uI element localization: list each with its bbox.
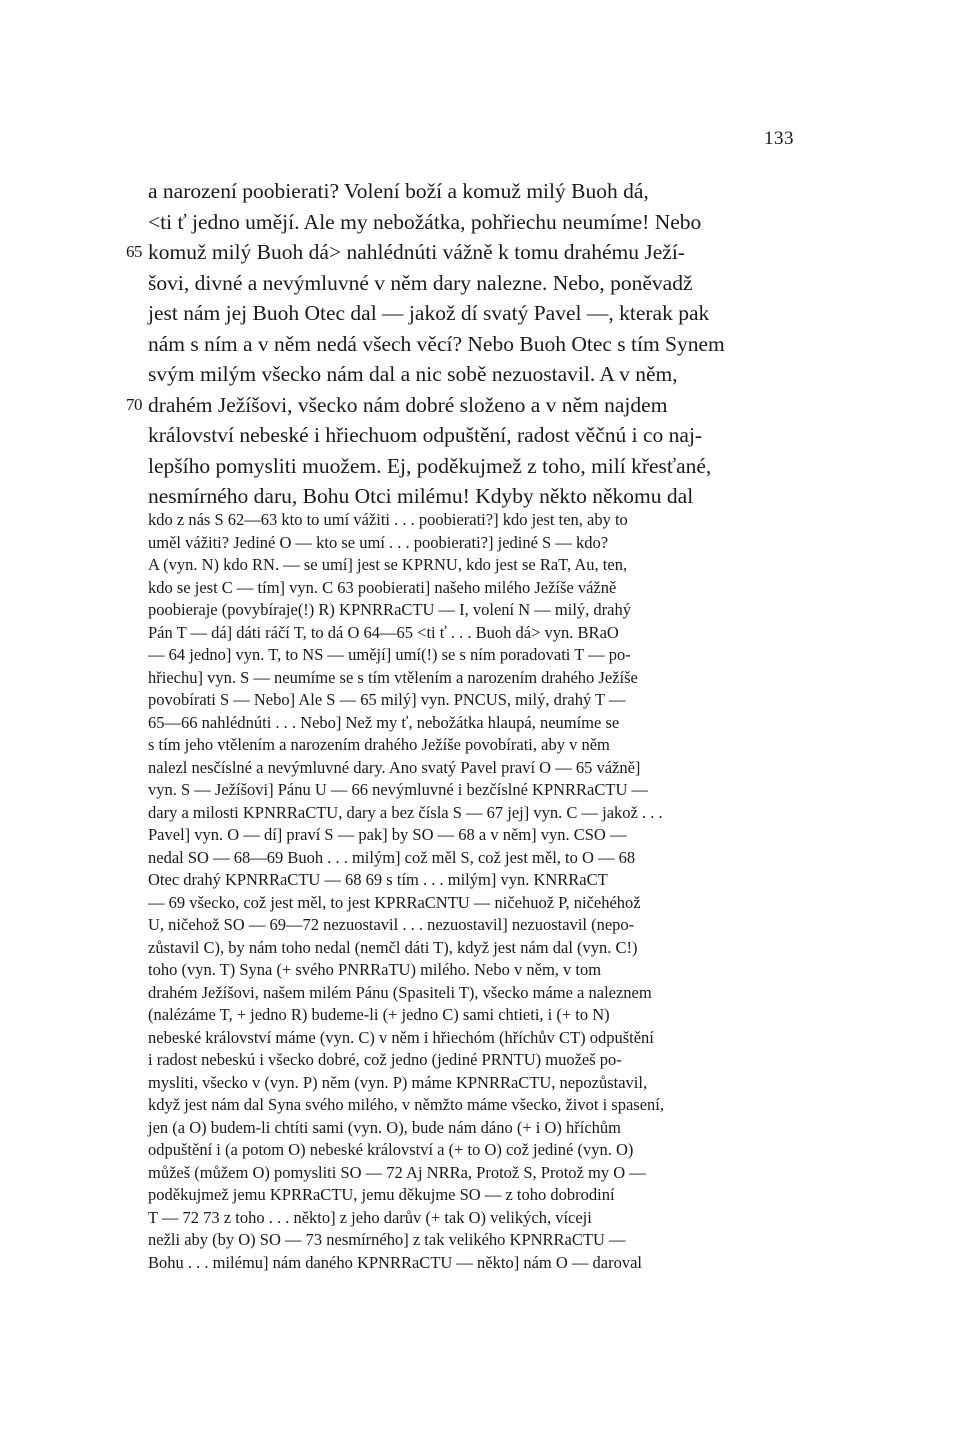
main-text-line	[126, 390, 796, 421]
apparatus-line: s tím jeho vtělením a narozením drahého Ježíše povobírati, aby v něm	[148, 735, 610, 754]
apparatus-line: když jest nám dal Syna svého milého, v němžto máme všecko, život i spasení,	[148, 1095, 664, 1114]
apparatus-line: A (vyn. N) kdo RN. — se umí] jest se KPRNU, kdo jest se RaT, Au, ten,	[148, 555, 628, 574]
main-text-line	[148, 329, 796, 360]
line-number: 65	[126, 242, 142, 261]
apparatus-line: U, ničehož SO — 69—72 nezuostavil . . . nezuostavil] nezuostavil (nepo-	[148, 915, 635, 934]
apparatus-line: toho (vyn. T) Syna (+ svého PNRRaTU) milého. Nebo v něm, v tom	[148, 960, 602, 979]
line-text: a narození poobierati? Volení boží a komuž milý Buoh dá,	[148, 179, 649, 203]
main-text-line	[148, 451, 796, 482]
line-number: 70	[126, 394, 142, 414]
line-text: království nebeské i hřiechuom odpuštění, radost věčnú i co naj-	[148, 423, 703, 447]
main-text-line	[148, 268, 796, 299]
main-text-line	[148, 176, 796, 207]
line-text: nesmírného daru, Bohu Otci milému! Kdyby někto někomu dal	[148, 484, 694, 508]
apparatus-line: odpuštění i (a potom O) nebeské království a (+ to O) což jediné (vyn. O)	[148, 1140, 634, 1159]
main-text-line	[148, 420, 796, 451]
line-text: svým milým všecko nám dal a nic sobě nezuostavil. A v něm,	[148, 362, 678, 386]
line-text: drahém Ježíšovi, všecko nám dobré složeno a v něm najdem	[148, 392, 668, 417]
apparatus-line: kdo se jest C — tím] vyn. C 63 poobierati] našeho milého Ježíše vážně	[148, 577, 617, 597]
line-text: nám s ním a v něm nedá všech věcí? Nebo Buoh Otec s tím Synem	[148, 331, 725, 356]
page-number: 133	[764, 128, 794, 149]
apparatus-line: Pán T — dá] dáti ráčí T, to dá O 64—65 <ti ť . . . Buoh dá> vyn. BRaO	[148, 622, 619, 642]
critical-apparatus	[148, 509, 796, 1274]
line-text: <ti ť jedno umějí. Ale my nebožátka, pohřiechu neumíme! Nebo	[148, 209, 702, 234]
main-text-line	[126, 237, 796, 268]
apparatus-line: i radost nebeskú i všecko dobré, což jedno (jediné PRNTU) muožeš po-	[148, 1050, 622, 1069]
apparatus-line: můžeš (můžem O) pomysliti SO — 72 Aj NRRa, Protož S, Protož my O —	[148, 1162, 646, 1182]
apparatus-line: Bohu . . . milému] nám daného KPNRRaCTU — někto] nám O — daroval	[148, 1252, 643, 1272]
apparatus-line: (nalézáme T, + jedno R) budeme-li (+ jedno C) sami chtieti, i (+ to N)	[148, 1005, 610, 1024]
apparatus-line: Otec drahý KPNRRaCTU — 68 69 s tím . . . milým] vyn. KNRRaCT	[148, 870, 608, 889]
line-text: šovi, divné a nevýmluvné v něm dary nalezne. Nebo, poněvadž	[148, 270, 693, 295]
main-text-line	[148, 481, 796, 512]
apparatus-line: vyn. S — Ježíšovi] Pánu U — 66 nevýmluvné i bezčíslné KPNRRaCTU —	[148, 780, 648, 799]
apparatus-line: 65—66 nahlédnúti . . . Nebo] Než my ť, nebožátka hlaupá, neumíme se	[148, 712, 620, 732]
main-text-line	[148, 207, 796, 238]
apparatus-line: zůstavil C), by nám toho nedal (nemčl dáti T), když jest nám dal (vyn. C!)	[148, 937, 638, 957]
apparatus-line: nalezl nesčíslné a nevýmluvné dary. Ano svatý Pavel praví O — 65 vážně]	[148, 757, 641, 777]
apparatus-line: hřiechu] vyn. S — neumíme se s tím vtělením a narozením drahého Ježíše	[148, 667, 638, 687]
apparatus-line: jen (a O) budem-li chtíti sami (vyn. O), bude nám dáno (+ i O) hříchům	[148, 1117, 622, 1137]
apparatus-line: — 64 jedno] vyn. T, to NS — umějí] umí(!) se s ním poradovati T — po-	[148, 645, 631, 664]
line-text: jest nám jej Buoh Otec dal — jakož dí svatý Pavel —, kterak pak	[148, 301, 710, 325]
apparatus-line: nežli aby (by O) SO — 73 nesmírného] z tak velikého KPNRRaCTU —	[148, 1230, 626, 1249]
apparatus-line: poděkujmež jemu KPRRaCTU, jemu děkujme SO — z toho dobrodiní	[148, 1185, 615, 1204]
main-text-line	[148, 298, 796, 329]
apparatus-line: poobieraje (povybíraje(!) R) KPNRRaCTU — I, volení N — milý, drahý	[148, 600, 631, 619]
apparatus-line: dary a milosti KPNRRaCTU, dary a bez čísla S — 67 jej] vyn. C — jakož . . .	[148, 802, 663, 822]
main-text	[126, 176, 796, 512]
apparatus-line: uměl vážiti? Jediné O — kto se umí . . . poobierati?] jediné S — kdo?	[148, 532, 609, 552]
apparatus-line: T — 72 73 z toho . . . někto] z jeho darův (+ tak O) velikých, víceji	[148, 1207, 592, 1227]
apparatus-line: mysliti, všecko v (vyn. P) něm (vyn. P) máme KPNRRaCTU, nepozůstavil,	[148, 1072, 648, 1092]
apparatus-line: drahém Ježíšovi, našem milém Pánu (Spasiteli T), všecko máme a naleznem	[148, 982, 652, 1002]
main-text-line	[148, 359, 796, 390]
line-text: komuž milý Buoh dá> nahlédnúti vážně k tomu drahému Ježí-	[148, 240, 685, 264]
apparatus-line: povobírati S — Nebo] Ale S — 65 milý] vyn. PNCUS, milý, drahý T —	[148, 690, 626, 709]
line-text: lepšího pomysliti muožem. Ej, poděkujmež z toho, milí křesťané,	[148, 453, 712, 478]
apparatus-line: kdo z nás S 62—63 kto to umí vážiti . . . poobierati?] kdo jest ten, aby to	[148, 510, 628, 529]
apparatus-line: — 69 všecko, což jest měl, to jest KPRRaCNTU — ničehuož P, ničehéhož	[148, 892, 641, 912]
apparatus-line: nedal SO — 68—69 Buoh . . . milým] což měl S, což jest měl, to O — 68	[148, 847, 636, 867]
apparatus-line: Pavel] vyn. O — dí] praví S — pak] by SO — 68 a v něm] vyn. CSO —	[148, 825, 627, 844]
apparatus-line: nebeské království máme (vyn. C) v něm i hřiechóm (hříchův CT) odpuštění	[148, 1027, 654, 1047]
